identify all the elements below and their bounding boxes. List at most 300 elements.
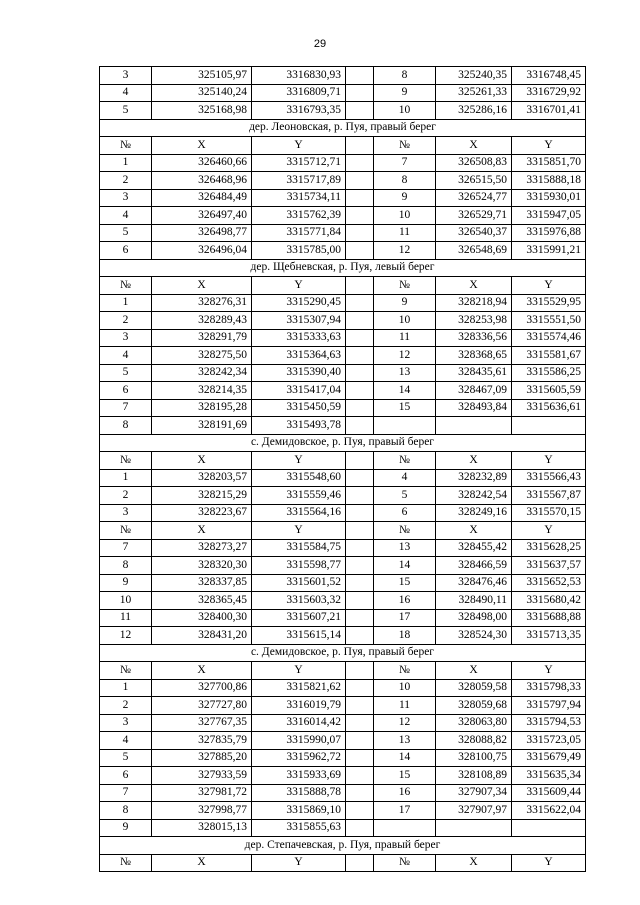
column-header: Y — [512, 137, 586, 155]
spacer-cell — [346, 487, 374, 505]
table-row — [100, 487, 586, 505]
point-number-cell: 7 — [374, 154, 436, 172]
y-coordinate-cell: 3316793,35 — [252, 102, 346, 120]
table-row — [100, 539, 586, 557]
column-header: X — [152, 854, 252, 872]
table-row — [100, 697, 586, 715]
table-row — [100, 207, 586, 225]
table-row — [100, 294, 586, 312]
point-number-cell: 3 — [100, 67, 152, 85]
spacer-cell — [346, 347, 374, 365]
point-number-cell: 12 — [100, 627, 152, 645]
point-number-cell: 2 — [100, 697, 152, 715]
table-row — [100, 504, 586, 522]
x-coordinate-cell: 328015,13 — [152, 819, 252, 837]
point-number-cell: 9 — [374, 84, 436, 102]
point-number-cell: 18 — [374, 627, 436, 645]
y-coordinate-cell: 3315637,57 — [512, 557, 586, 575]
column-header — [346, 137, 374, 155]
spacer-cell — [346, 749, 374, 767]
x-coordinate-cell: 328368,65 — [436, 347, 512, 365]
column-header: X — [152, 277, 252, 295]
y-coordinate-cell: 3315450,59 — [252, 399, 346, 417]
point-number-cell: 14 — [374, 557, 436, 575]
section-title: дер. Леоновская, р. Пуя, правый берег — [100, 119, 586, 137]
point-number-cell: 4 — [374, 469, 436, 487]
table-row — [100, 627, 586, 645]
y-coordinate-cell: 3315607,21 — [252, 609, 346, 627]
x-coordinate-cell: 326548,69 — [436, 242, 512, 260]
column-header: X — [436, 522, 512, 540]
x-coordinate-cell: 326496,04 — [152, 242, 252, 260]
x-coordinate-cell: 328253,98 — [436, 312, 512, 330]
point-number-cell: 16 — [374, 592, 436, 610]
x-coordinate-cell: 327933,59 — [152, 767, 252, 785]
point-number-cell: 11 — [374, 697, 436, 715]
spacer-cell — [346, 242, 374, 260]
x-coordinate-cell: 328365,45 — [152, 592, 252, 610]
x-coordinate-cell: 325286,16 — [436, 102, 512, 120]
spacer-cell — [346, 609, 374, 627]
x-coordinate-cell: 326484,49 — [152, 189, 252, 207]
x-coordinate-cell: 328215,29 — [152, 487, 252, 505]
x-coordinate-cell: 328336,56 — [436, 329, 512, 347]
section-title-row — [100, 259, 586, 277]
x-coordinate-cell: 325240,35 — [436, 67, 512, 85]
y-coordinate-cell: 3315586,25 — [512, 364, 586, 382]
y-coordinate-cell: 3316748,45 — [512, 67, 586, 85]
point-number-cell: 13 — [374, 364, 436, 382]
column-header: Y — [512, 277, 586, 295]
y-coordinate-cell: 3315605,59 — [512, 382, 586, 400]
spacer-cell — [346, 679, 374, 697]
x-coordinate-cell: 328191,69 — [152, 417, 252, 435]
y-coordinate-cell: 3315290,45 — [252, 294, 346, 312]
table-row — [100, 242, 586, 260]
x-coordinate-cell: 328195,28 — [152, 399, 252, 417]
table-row — [100, 382, 586, 400]
point-number-cell: 9 — [100, 819, 152, 837]
column-header — [346, 277, 374, 295]
table-row — [100, 557, 586, 575]
column-header: № — [374, 137, 436, 155]
x-coordinate-cell: 328400,30 — [152, 609, 252, 627]
y-coordinate-cell: 3316019,79 — [252, 697, 346, 715]
x-coordinate-cell — [436, 819, 512, 837]
column-header: № — [374, 452, 436, 470]
column-header: Y — [512, 662, 586, 680]
x-coordinate-cell: 328524,30 — [436, 627, 512, 645]
x-coordinate-cell: 328320,30 — [152, 557, 252, 575]
column-header: X — [436, 137, 512, 155]
y-coordinate-cell: 3315570,15 — [512, 504, 586, 522]
section-title: с. Демидовское, р. Пуя, правый берег — [100, 644, 586, 662]
point-number-cell: 4 — [100, 732, 152, 750]
x-coordinate-cell: 328214,35 — [152, 382, 252, 400]
x-coordinate-cell: 325105,97 — [152, 67, 252, 85]
spacer-cell — [346, 627, 374, 645]
point-number-cell: 5 — [374, 487, 436, 505]
table-row — [100, 469, 586, 487]
column-header: № — [374, 854, 436, 872]
point-number-cell: 11 — [374, 224, 436, 242]
table-header-row — [100, 137, 586, 155]
spacer-cell — [346, 294, 374, 312]
y-coordinate-cell: 3315713,35 — [512, 627, 586, 645]
y-coordinate-cell: 3315888,78 — [252, 784, 346, 802]
table-row — [100, 189, 586, 207]
table-row — [100, 347, 586, 365]
x-coordinate-cell: 328476,46 — [436, 574, 512, 592]
x-coordinate-cell: 328059,58 — [436, 679, 512, 697]
y-coordinate-cell: 3315717,89 — [252, 172, 346, 190]
y-coordinate-cell: 3315548,60 — [252, 469, 346, 487]
section-title-row — [100, 644, 586, 662]
point-number-cell: 9 — [100, 574, 152, 592]
spacer-cell — [346, 417, 374, 435]
point-number-cell: 1 — [100, 679, 152, 697]
column-header: № — [100, 854, 152, 872]
point-number-cell: 4 — [100, 347, 152, 365]
column-header: Y — [252, 452, 346, 470]
column-header: X — [436, 277, 512, 295]
coordinates-table-body — [100, 67, 586, 872]
point-number-cell: 12 — [374, 714, 436, 732]
y-coordinate-cell: 3315771,84 — [252, 224, 346, 242]
table-row — [100, 399, 586, 417]
point-number-cell: 14 — [374, 749, 436, 767]
y-coordinate-cell: 3315976,88 — [512, 224, 586, 242]
spacer-cell — [346, 557, 374, 575]
column-header: X — [152, 662, 252, 680]
column-header: Y — [512, 522, 586, 540]
y-coordinate-cell: 3315991,21 — [512, 242, 586, 260]
point-number-cell: 11 — [100, 609, 152, 627]
y-coordinate-cell: 3316701,41 — [512, 102, 586, 120]
point-number-cell: 8 — [100, 417, 152, 435]
x-coordinate-cell: 328490,11 — [436, 592, 512, 610]
table-row — [100, 819, 586, 837]
table-header-row — [100, 662, 586, 680]
column-header: № — [374, 662, 436, 680]
point-number-cell: 1 — [100, 469, 152, 487]
y-coordinate-cell: 3315364,63 — [252, 347, 346, 365]
point-number-cell: 7 — [100, 784, 152, 802]
table-row — [100, 312, 586, 330]
column-header: Y — [252, 277, 346, 295]
spacer-cell — [346, 539, 374, 557]
x-coordinate-cell: 325261,33 — [436, 84, 512, 102]
y-coordinate-cell: 3315574,46 — [512, 329, 586, 347]
x-coordinate-cell: 327907,97 — [436, 802, 512, 820]
point-number-cell: 9 — [374, 294, 436, 312]
y-coordinate-cell: 3315888,18 — [512, 172, 586, 190]
y-coordinate-cell: 3315333,63 — [252, 329, 346, 347]
y-coordinate-cell — [512, 819, 586, 837]
column-header: № — [100, 277, 152, 295]
coordinates-table — [99, 66, 586, 872]
y-coordinate-cell: 3315947,05 — [512, 207, 586, 225]
y-coordinate-cell: 3316014,42 — [252, 714, 346, 732]
y-coordinate-cell: 3315307,94 — [252, 312, 346, 330]
point-number-cell: 11 — [374, 329, 436, 347]
x-coordinate-cell — [436, 417, 512, 435]
point-number-cell — [374, 417, 436, 435]
x-coordinate-cell: 326498,77 — [152, 224, 252, 242]
y-coordinate-cell: 3315723,05 — [512, 732, 586, 750]
column-header: X — [152, 522, 252, 540]
table-row — [100, 329, 586, 347]
column-header: Y — [512, 854, 586, 872]
spacer-cell — [346, 767, 374, 785]
x-coordinate-cell: 328435,61 — [436, 364, 512, 382]
x-coordinate-cell: 326524,77 — [436, 189, 512, 207]
y-coordinate-cell: 3315493,78 — [252, 417, 346, 435]
x-coordinate-cell: 328275,50 — [152, 347, 252, 365]
y-coordinate-cell: 3315688,88 — [512, 609, 586, 627]
x-coordinate-cell: 328242,34 — [152, 364, 252, 382]
spacer-cell — [346, 469, 374, 487]
spacer-cell — [346, 714, 374, 732]
spacer-cell — [346, 504, 374, 522]
table-row — [100, 609, 586, 627]
x-coordinate-cell: 328088,82 — [436, 732, 512, 750]
y-coordinate-cell: 3315417,04 — [252, 382, 346, 400]
y-coordinate-cell: 3315615,14 — [252, 627, 346, 645]
spacer-cell — [346, 329, 374, 347]
spacer-cell — [346, 102, 374, 120]
section-title: с. Демидовское, р. Пуя, правый берег — [100, 434, 586, 452]
section-title-row — [100, 434, 586, 452]
point-number-cell: 2 — [100, 487, 152, 505]
column-header — [346, 522, 374, 540]
point-number-cell: 14 — [374, 382, 436, 400]
y-coordinate-cell: 3315821,62 — [252, 679, 346, 697]
x-coordinate-cell: 328218,94 — [436, 294, 512, 312]
y-coordinate-cell: 3315930,01 — [512, 189, 586, 207]
point-number-cell: 10 — [374, 102, 436, 120]
point-number-cell: 13 — [374, 539, 436, 557]
x-coordinate-cell: 327700,86 — [152, 679, 252, 697]
x-coordinate-cell: 326515,50 — [436, 172, 512, 190]
y-coordinate-cell: 3315855,63 — [252, 819, 346, 837]
x-coordinate-cell: 328466,59 — [436, 557, 512, 575]
y-coordinate-cell: 3316729,92 — [512, 84, 586, 102]
column-header: Y — [252, 662, 346, 680]
section-title-row — [100, 119, 586, 137]
spacer-cell — [346, 819, 374, 837]
spacer-cell — [346, 224, 374, 242]
y-coordinate-cell: 3315962,72 — [252, 749, 346, 767]
point-number-cell: 6 — [100, 382, 152, 400]
y-coordinate-cell: 3315628,25 — [512, 539, 586, 557]
column-header — [346, 854, 374, 872]
point-number-cell: 4 — [100, 207, 152, 225]
x-coordinate-cell: 328276,31 — [152, 294, 252, 312]
x-coordinate-cell: 326460,66 — [152, 154, 252, 172]
y-coordinate-cell: 3315601,52 — [252, 574, 346, 592]
spacer-cell — [346, 154, 374, 172]
spacer-cell — [346, 382, 374, 400]
point-number-cell: 16 — [374, 784, 436, 802]
table-row — [100, 67, 586, 85]
x-coordinate-cell: 328108,89 — [436, 767, 512, 785]
point-number-cell: 6 — [374, 504, 436, 522]
point-number-cell: 5 — [100, 364, 152, 382]
page-number: 29 — [313, 38, 327, 50]
column-header: X — [436, 854, 512, 872]
table-row — [100, 679, 586, 697]
point-number-cell: 2 — [100, 172, 152, 190]
x-coordinate-cell: 327767,35 — [152, 714, 252, 732]
section-title-row — [100, 837, 586, 855]
y-coordinate-cell: 3315797,94 — [512, 697, 586, 715]
point-number-cell: 2 — [100, 312, 152, 330]
x-coordinate-cell: 327981,72 — [152, 784, 252, 802]
point-number-cell: 1 — [100, 294, 152, 312]
x-coordinate-cell: 328242,54 — [436, 487, 512, 505]
coordinates-table-container — [99, 66, 585, 872]
y-coordinate-cell: 3316809,71 — [252, 84, 346, 102]
x-coordinate-cell: 328100,75 — [436, 749, 512, 767]
x-coordinate-cell: 328223,67 — [152, 504, 252, 522]
table-header-row — [100, 277, 586, 295]
spacer-cell — [346, 67, 374, 85]
x-coordinate-cell: 328291,79 — [152, 329, 252, 347]
point-number-cell: 6 — [100, 242, 152, 260]
x-coordinate-cell: 326468,96 — [152, 172, 252, 190]
point-number-cell: 4 — [100, 84, 152, 102]
point-number-cell: 15 — [374, 574, 436, 592]
y-coordinate-cell: 3315990,07 — [252, 732, 346, 750]
x-coordinate-cell: 326508,83 — [436, 154, 512, 172]
x-coordinate-cell: 328337,85 — [152, 574, 252, 592]
table-header-row — [100, 452, 586, 470]
x-coordinate-cell: 328431,20 — [152, 627, 252, 645]
x-coordinate-cell: 328232,89 — [436, 469, 512, 487]
point-number-cell: 17 — [374, 609, 436, 627]
y-coordinate-cell: 3315734,11 — [252, 189, 346, 207]
y-coordinate-cell: 3315584,75 — [252, 539, 346, 557]
y-coordinate-cell: 3315785,00 — [252, 242, 346, 260]
column-header: № — [100, 662, 152, 680]
column-header — [346, 452, 374, 470]
spacer-cell — [346, 312, 374, 330]
point-number-cell: 10 — [374, 312, 436, 330]
point-number-cell: 8 — [100, 557, 152, 575]
y-coordinate-cell: 3315529,95 — [512, 294, 586, 312]
point-number-cell: 5 — [100, 102, 152, 120]
x-coordinate-cell: 326540,37 — [436, 224, 512, 242]
y-coordinate-cell: 3315636,61 — [512, 399, 586, 417]
spacer-cell — [346, 189, 374, 207]
y-coordinate-cell: 3315679,49 — [512, 749, 586, 767]
x-coordinate-cell: 328455,42 — [436, 539, 512, 557]
y-coordinate-cell: 3315390,40 — [252, 364, 346, 382]
y-coordinate-cell: 3315609,44 — [512, 784, 586, 802]
x-coordinate-cell: 327907,34 — [436, 784, 512, 802]
point-number-cell: 15 — [374, 399, 436, 417]
table-row — [100, 574, 586, 592]
table-row — [100, 714, 586, 732]
x-coordinate-cell: 327835,79 — [152, 732, 252, 750]
point-number-cell: 8 — [100, 802, 152, 820]
x-coordinate-cell: 328273,27 — [152, 539, 252, 557]
point-number-cell: 8 — [374, 172, 436, 190]
y-coordinate-cell: 3315603,32 — [252, 592, 346, 610]
point-number-cell: 10 — [374, 679, 436, 697]
y-coordinate-cell: 3315622,04 — [512, 802, 586, 820]
column-header: X — [152, 137, 252, 155]
x-coordinate-cell: 328467,09 — [436, 382, 512, 400]
x-coordinate-cell: 328063,80 — [436, 714, 512, 732]
column-header: Y — [512, 452, 586, 470]
spacer-cell — [346, 172, 374, 190]
spacer-cell — [346, 84, 374, 102]
x-coordinate-cell: 328059,68 — [436, 697, 512, 715]
point-number-cell: 15 — [374, 767, 436, 785]
x-coordinate-cell: 326529,71 — [436, 207, 512, 225]
column-header: X — [436, 452, 512, 470]
column-header: Y — [252, 522, 346, 540]
point-number-cell: 5 — [100, 224, 152, 242]
x-coordinate-cell: 327727,80 — [152, 697, 252, 715]
point-number-cell: 13 — [374, 732, 436, 750]
y-coordinate-cell: 3315680,42 — [512, 592, 586, 610]
x-coordinate-cell: 327998,77 — [152, 802, 252, 820]
point-number-cell: 9 — [374, 189, 436, 207]
column-header: Y — [252, 137, 346, 155]
table-row — [100, 767, 586, 785]
column-header: № — [100, 137, 152, 155]
table-row — [100, 732, 586, 750]
table-row — [100, 802, 586, 820]
table-header-row — [100, 854, 586, 872]
point-number-cell: 12 — [374, 347, 436, 365]
table-row — [100, 84, 586, 102]
y-coordinate-cell: 3315869,10 — [252, 802, 346, 820]
point-number-cell: 7 — [100, 539, 152, 557]
point-number-cell: 3 — [100, 329, 152, 347]
y-coordinate-cell: 3315794,53 — [512, 714, 586, 732]
table-header-row — [100, 522, 586, 540]
y-coordinate-cell: 3315652,53 — [512, 574, 586, 592]
point-number-cell: 10 — [100, 592, 152, 610]
table-row — [100, 172, 586, 190]
x-coordinate-cell: 328493,84 — [436, 399, 512, 417]
y-coordinate-cell: 3315564,16 — [252, 504, 346, 522]
x-coordinate-cell: 328203,57 — [152, 469, 252, 487]
section-title: дер. Щебневская, р. Пуя, левый берег — [100, 259, 586, 277]
x-coordinate-cell: 326497,40 — [152, 207, 252, 225]
point-number-cell: 3 — [100, 504, 152, 522]
x-coordinate-cell: 328249,16 — [436, 504, 512, 522]
table-row — [100, 784, 586, 802]
column-header: X — [152, 452, 252, 470]
y-coordinate-cell: 3315566,43 — [512, 469, 586, 487]
point-number-cell: 8 — [374, 67, 436, 85]
y-coordinate-cell: 3315567,87 — [512, 487, 586, 505]
table-row — [100, 154, 586, 172]
spacer-cell — [346, 802, 374, 820]
table-row — [100, 364, 586, 382]
spacer-cell — [346, 207, 374, 225]
point-number-cell: 10 — [374, 207, 436, 225]
spacer-cell — [346, 364, 374, 382]
x-coordinate-cell: 325168,98 — [152, 102, 252, 120]
point-number-cell: 3 — [100, 189, 152, 207]
column-header: № — [100, 452, 152, 470]
